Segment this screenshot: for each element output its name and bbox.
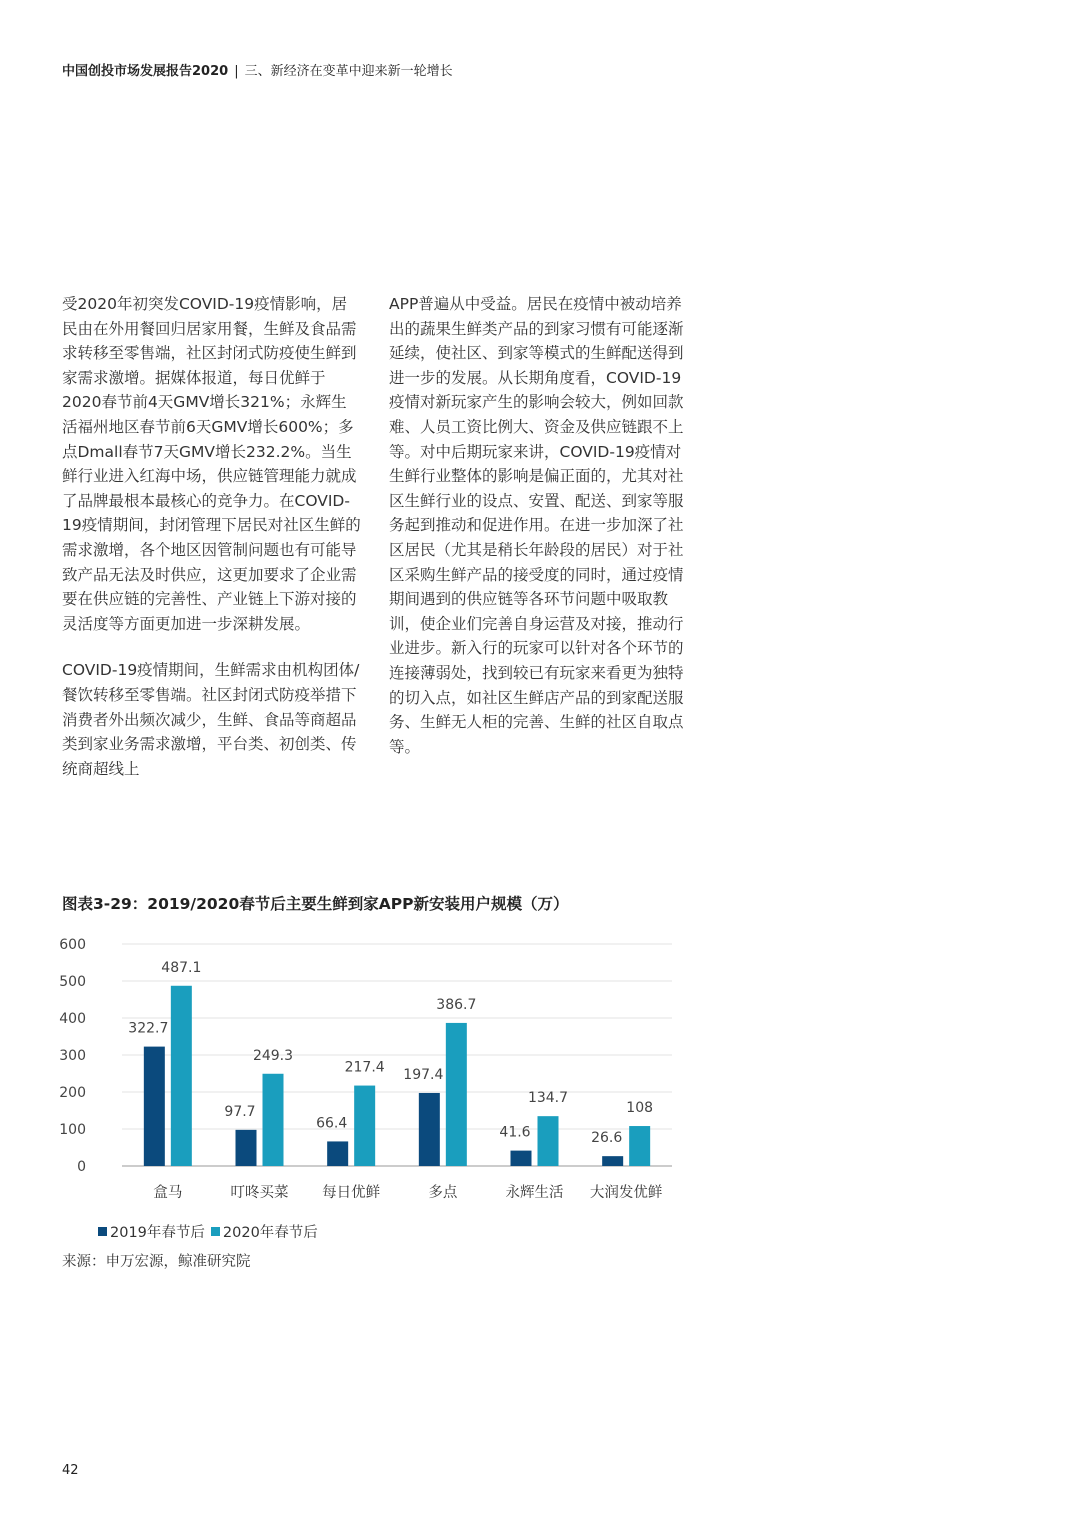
legend-item-2020 <box>211 1225 318 1241</box>
bar <box>236 1130 257 1166</box>
header-separator: | <box>234 64 239 79</box>
bar <box>419 1093 440 1166</box>
bar <box>354 1086 375 1166</box>
x-tick-label: 大润发优鲜 <box>589 1185 663 1201</box>
data-label: 134.7 <box>527 1090 569 1107</box>
data-label: 197.4 <box>403 1066 444 1083</box>
bar <box>327 1141 348 1166</box>
data-label: 249.3 <box>252 1047 294 1064</box>
data-label: 487.1 <box>161 959 202 976</box>
chart-title: 图表3-29：2019/2020春节后主要生鲜到家APP新安装用户规模（万） <box>62 895 569 913</box>
bar <box>171 986 192 1166</box>
page-header <box>62 60 453 79</box>
legend-item-2019 <box>98 1225 205 1241</box>
x-tick-label: 永辉生活 <box>505 1185 564 1201</box>
y-tick-label: 300 <box>59 1048 86 1064</box>
data-label: 217.4 <box>344 1059 385 1076</box>
section-title: 三、新经济在变革中迎来新一轮增长 <box>244 64 453 79</box>
bar <box>144 1047 165 1166</box>
bar <box>263 1074 284 1166</box>
data-label: 322.7 <box>128 1020 169 1037</box>
bar-chart <box>40 925 700 1215</box>
data-label: 108 <box>626 1100 654 1117</box>
y-tick-label: 500 <box>59 974 86 990</box>
data-label: 66.4 <box>316 1115 348 1132</box>
page-number: 42 <box>62 1463 79 1478</box>
legend-swatch-2020 <box>211 1227 220 1236</box>
y-tick-label: 400 <box>59 1011 86 1027</box>
data-label: 386.7 <box>436 996 477 1013</box>
text-column-right <box>389 292 689 759</box>
paragraph: 受2020年初突发COVID-19疫情影响，居民由在外用餐回归居家用餐，生鲜及食品需求转移至零售端，社区封闭式防疫使生鲜到家需求激增。据媒体报道，每日优鲜于2020春节前4天GMV增长321%；永辉生活福州地区春节前6天GMV增长600%；多点Dmall春节7天GMV增长232.2%。当生鲜行业进入红海中场，供应链管理能力就成了品牌最根本最核心的竞争力。在COVID-19疫情期间，封闭管理下居民对社区生鲜的需求激增，各个地区因管制问题也有可能导致产品无法及时供应，这更加要求了企业需要在供应链的完善性、产业链上下游对接的灵活度等方面更加进一步深耕发展。 <box>62 295 361 633</box>
report-title: 中国创投市场发展报告2020 <box>62 64 229 79</box>
bar <box>629 1126 650 1166</box>
y-tick-label: 100 <box>59 1122 86 1138</box>
y-tick-label: 600 <box>59 937 86 953</box>
bar <box>602 1156 623 1166</box>
legend-label-2020: 2020年春节后 <box>222 1225 318 1241</box>
bar <box>511 1151 532 1166</box>
data-label: 41.6 <box>499 1124 531 1141</box>
source-note: 来源：申万宏源，鲸准研究院 <box>62 1254 251 1270</box>
legend-label-2019: 2019年春节后 <box>110 1225 205 1241</box>
chart-legend <box>98 1221 318 1242</box>
y-tick-label: 200 <box>59 1085 86 1101</box>
bar <box>446 1023 467 1166</box>
x-tick-label: 每日优鲜 <box>322 1185 381 1201</box>
data-label: 26.6 <box>591 1130 623 1147</box>
data-label: 97.7 <box>224 1103 256 1120</box>
legend-swatch-2019 <box>98 1227 107 1236</box>
y-tick-label: 0 <box>77 1159 86 1175</box>
paragraph: APP普遍从中受益。居民在疫情中被动培养出的蔬果生鲜类产品的到家习惯有可能逐渐延续，使社区、到家等模式的生鲜配送得到进一步的发展。从长期角度看，COVID-19疫情对新玩家产生的影响会较大，例如回款难、人员工资比例大、资金及供应链跟不上等。对中后期玩家来讲，COVID-19疫情对生鲜行业整体的影响是偏正面的，尤其对社区生鲜行业的设点、安置、配送、到家等服务起到推动和促进作用。在进一步加深了社区居民（尤其是稍长年龄段的居民）对于社区采购生鲜产品的接受度的同时，通过疫情期间遇到的供应链等各环节问题中吸取教训，使企业们完善自身运营及对接，推动行业进步。新入行的玩家可以针对各个环节的连接薄弱处，找到较已有玩家来看更为独特的切入点，如社区生鲜店产品的到家配送服务、生鲜无人柜的完善、生鲜的社区自取点等。 <box>389 295 684 756</box>
x-tick-label: 叮咚买菜 <box>230 1185 289 1201</box>
x-tick-label: 多点 <box>428 1185 458 1201</box>
paragraph: COVID-19疫情期间，生鲜需求由机构团体/餐饮转移至零售端。社区封闭式防疫举措下消费者外出频次减少，生鲜、食品等商超品类到家业务需求激增，平台类、初创类、传统商超线上 <box>62 661 360 778</box>
bar <box>538 1116 559 1166</box>
x-tick-label: 盒马 <box>153 1185 183 1201</box>
text-column-left <box>62 292 362 781</box>
